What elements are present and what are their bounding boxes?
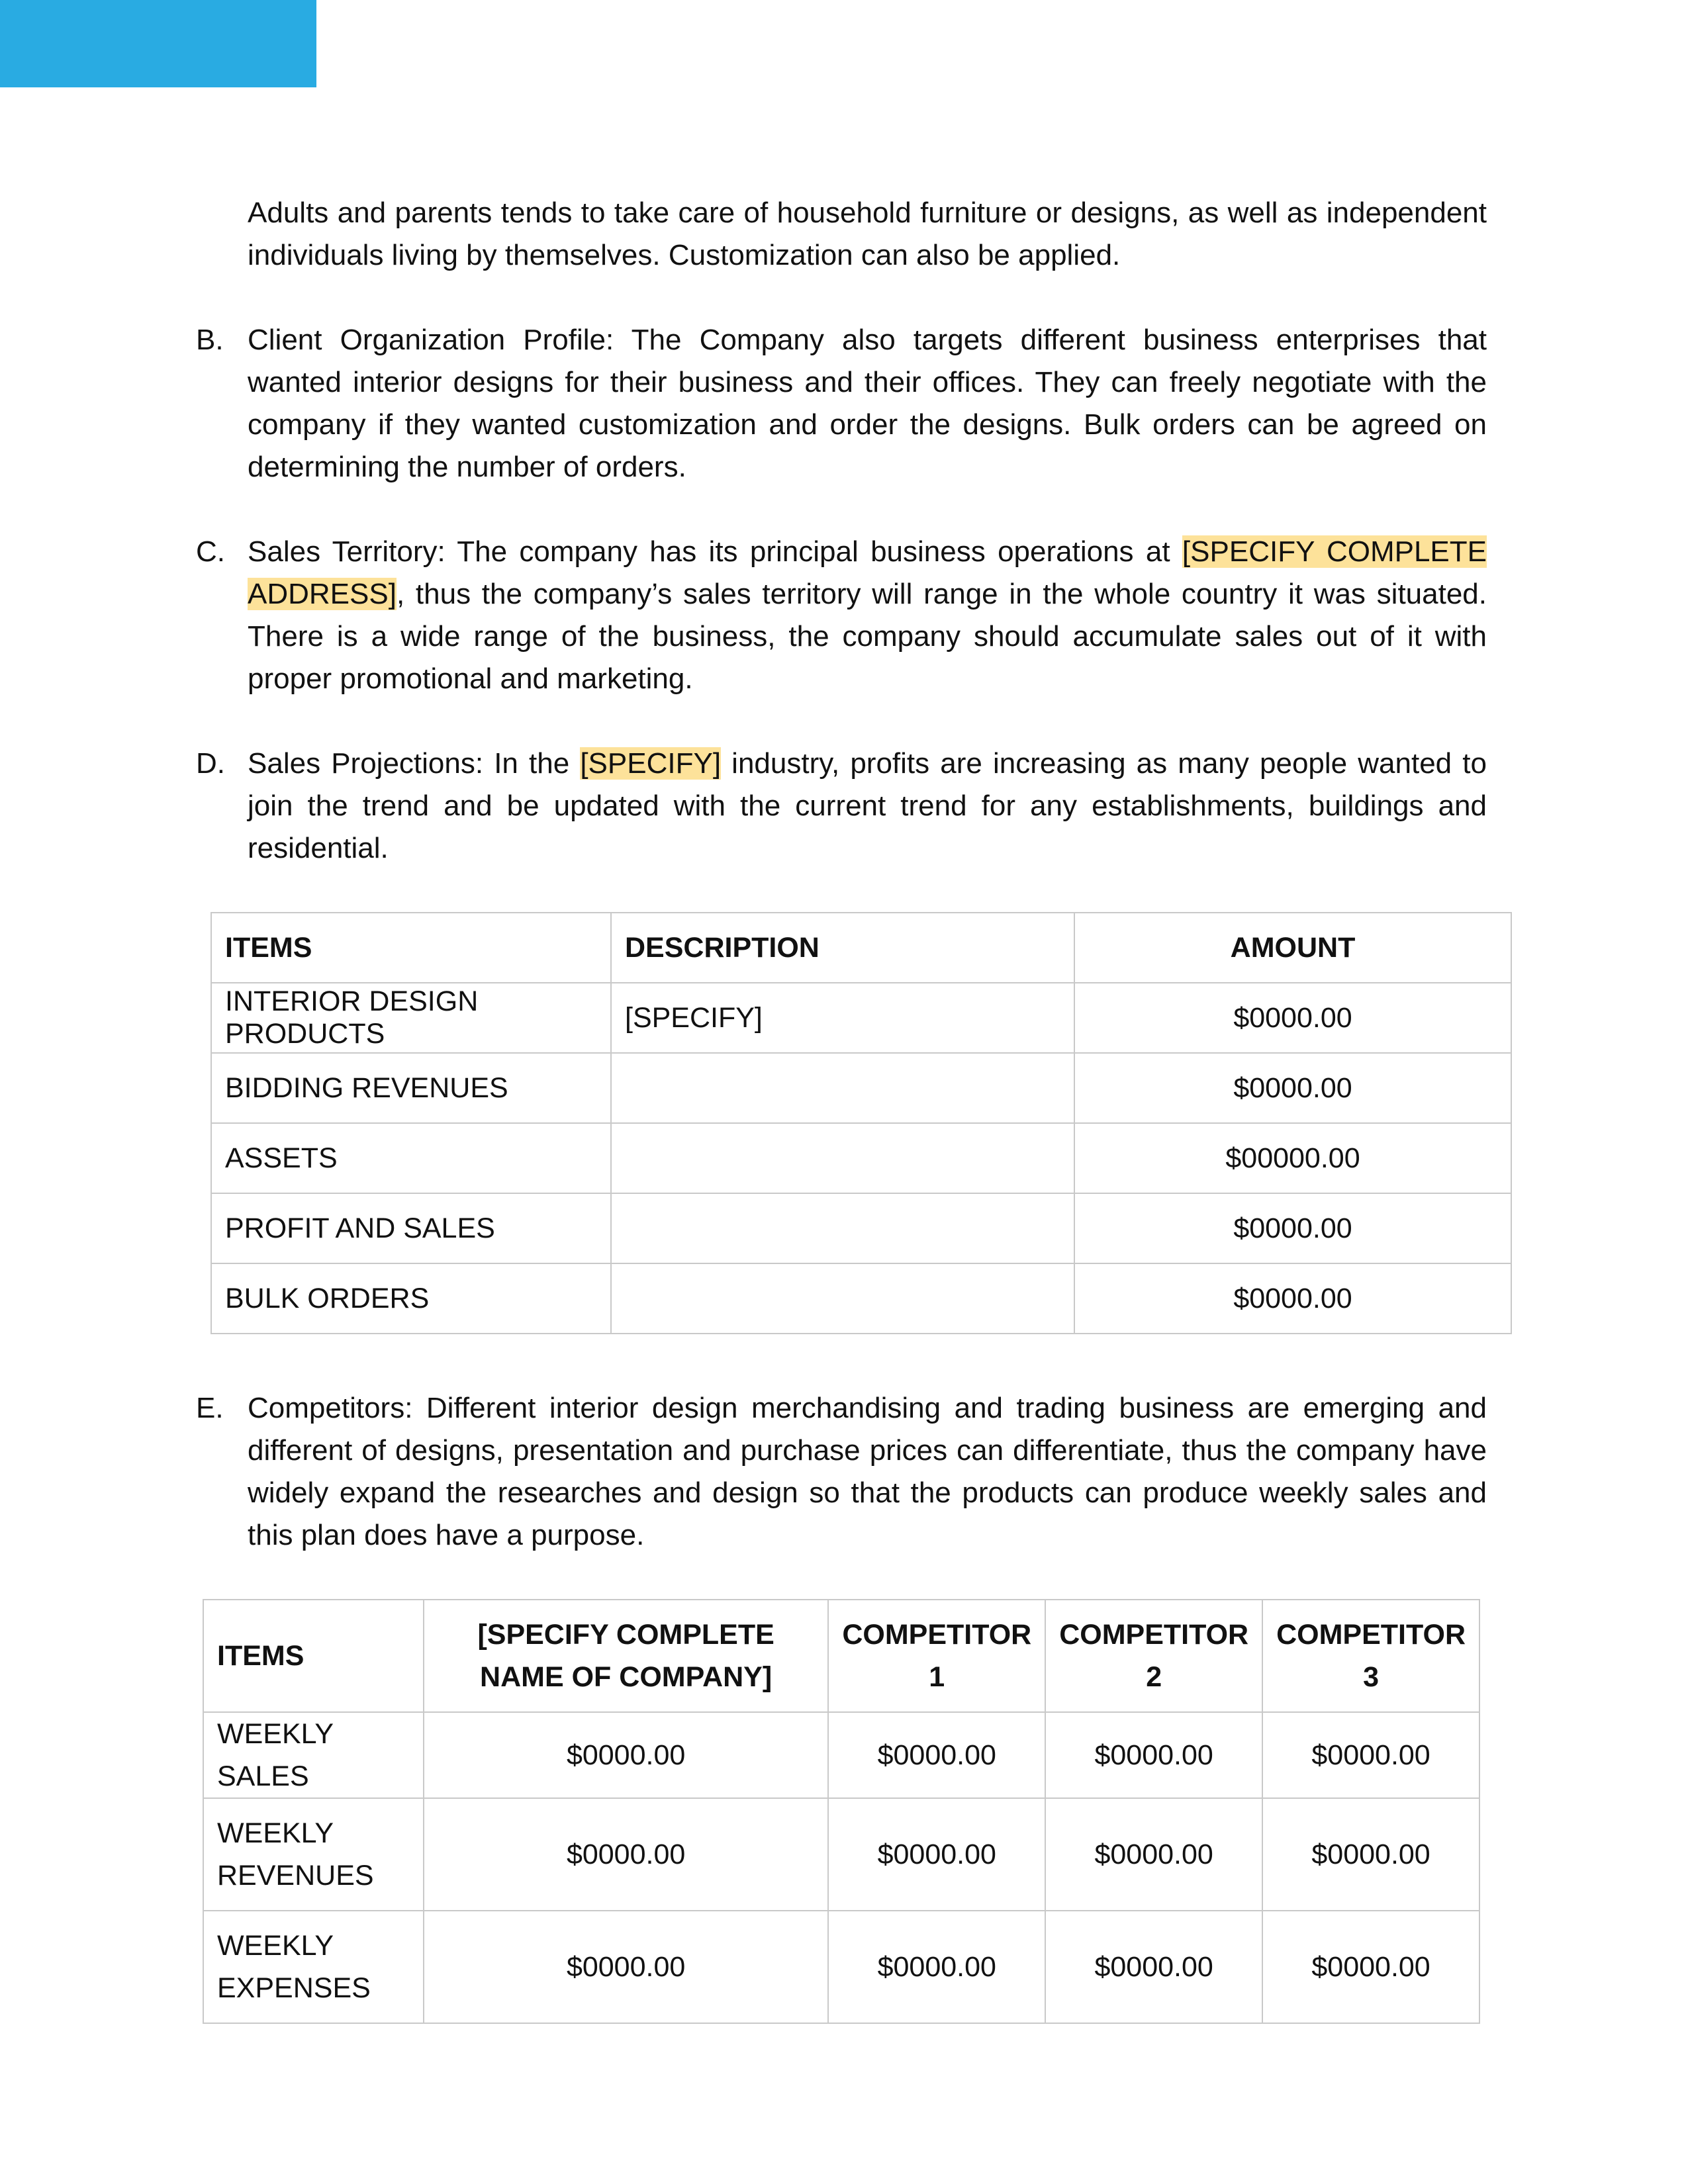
- header-description: DESCRIPTION: [611, 913, 1074, 983]
- competitor-2-value-cell: $0000.00: [1045, 1911, 1262, 2023]
- section-d-text-before: Sales Projections: In the: [248, 747, 581, 780]
- header-competitor-2: COMPETITOR 2: [1045, 1600, 1262, 1712]
- section-c-letter: C.: [196, 535, 225, 568]
- amount-cell: $00000.00: [1074, 1123, 1511, 1193]
- section-c-text-after: , thus the company’s sales territory will range in the whole country it was situated. There is a wide range of the business, the company should accumulate sales out of it with proper promotional and marketing.: [248, 578, 1487, 695]
- header-competitor-1: COMPETITOR 1: [828, 1600, 1045, 1712]
- description-cell: [611, 1053, 1074, 1123]
- table-row: [211, 1123, 1511, 1193]
- description-cell: [SPECIFY]: [611, 983, 1074, 1053]
- amount-cell: $0000.00: [1074, 1053, 1511, 1123]
- table-row: [203, 1911, 1479, 2023]
- description-cell: [611, 1123, 1074, 1193]
- competitor-1-value-cell: $0000.00: [828, 1798, 1045, 1911]
- industry-placeholder-highlight: [SPECIFY]: [580, 747, 722, 780]
- table-row: [211, 983, 1511, 1053]
- competitor-3-value-cell: $0000.00: [1262, 1798, 1479, 1911]
- section-d-text-after: industry, profits are increasing as many people wanted to join the trend and be updated with the current trend for any establishments, buildings and residential.: [248, 747, 1487, 864]
- document-body: [196, 192, 1487, 2024]
- header-accent-bar: [0, 0, 316, 87]
- company-value-cell: $0000.00: [424, 1712, 828, 1798]
- competitor-1-value-cell: $0000.00: [828, 1911, 1045, 2023]
- table-header-row: [203, 1600, 1479, 1712]
- table-row: [211, 1053, 1511, 1123]
- section-d-letter: D.: [196, 747, 225, 780]
- description-cell: [611, 1263, 1074, 1334]
- company-value-cell: $0000.00: [424, 1911, 828, 2023]
- section-e-letter: E.: [196, 1392, 224, 1424]
- header-items: ITEMS: [211, 913, 611, 983]
- table-row: [203, 1712, 1479, 1798]
- item-cell: WEEKLY EXPENSES: [203, 1911, 424, 2023]
- section-c-text-before: Sales Territory: The company has its principal business operations at: [248, 535, 1182, 568]
- header-amount: AMOUNT: [1074, 913, 1511, 983]
- amount-cell: $0000.00: [1074, 1193, 1511, 1263]
- item-cell: BIDDING REVENUES: [211, 1053, 611, 1123]
- item-cell: ASSETS: [211, 1123, 611, 1193]
- item-cell: WEEKLY REVENUES: [203, 1798, 424, 1911]
- table-row: [211, 1193, 1511, 1263]
- table-row: [211, 1263, 1511, 1334]
- competitor-3-value-cell: $0000.00: [1262, 1712, 1479, 1798]
- intro-paragraph: Adults and parents tends to take care of household furniture or designs, as well as independent individuals living by themselves. Customization can also be applied.: [248, 197, 1487, 271]
- section-b-client-organization: [196, 319, 1487, 488]
- item-cell: PROFIT AND SALES: [211, 1193, 611, 1263]
- table-header-row: [211, 913, 1511, 983]
- description-cell: [611, 1193, 1074, 1263]
- competitor-2-value-cell: $0000.00: [1045, 1712, 1262, 1798]
- amount-cell: $0000.00: [1074, 983, 1511, 1053]
- section-b-letter: B.: [196, 324, 224, 356]
- sales-projections-table: [211, 912, 1512, 1334]
- address-placeholder-highlight: [SPECIFY COMPLETE ADDRESS]: [248, 535, 1487, 610]
- item-cell: BULK ORDERS: [211, 1263, 611, 1334]
- section-d-sales-projections: [196, 743, 1487, 870]
- item-cell: INTERIOR DESIGN PRODUCTS: [211, 983, 611, 1053]
- header-company: [SPECIFY COMPLETE NAME OF COMPANY]: [424, 1600, 828, 1712]
- table-row: [203, 1798, 1479, 1911]
- section-e-text: Competitors: Different interior design merchandising and trading business are emerging and different of designs, presentation and purchase prices can differentiate, thus the company have widely expand the researches and design so that the products can produce weekly sales and this plan does have a purpose.: [248, 1392, 1487, 1551]
- company-value-cell: $0000.00: [424, 1798, 828, 1911]
- section-b-text: Client Organization Profile: The Company also targets different business enterprises that wanted interior designs for their business and their offices. They can freely negotiate with the company if they wanted customization and order the designs. Bulk orders can be agreed on determining the number of orders.: [248, 324, 1487, 483]
- amount-cell: $0000.00: [1074, 1263, 1511, 1334]
- section-e-competitors: [196, 1387, 1487, 1557]
- header-competitor-3: COMPETITOR 3: [1262, 1600, 1479, 1712]
- competitors-table: [203, 1599, 1480, 2024]
- competitor-3-value-cell: $0000.00: [1262, 1911, 1479, 2023]
- section-c-sales-territory: [196, 531, 1487, 700]
- competitor-1-value-cell: $0000.00: [828, 1712, 1045, 1798]
- competitor-2-value-cell: $0000.00: [1045, 1798, 1262, 1911]
- header-items: ITEMS: [203, 1600, 424, 1712]
- item-cell: WEEKLY SALES: [203, 1712, 424, 1798]
